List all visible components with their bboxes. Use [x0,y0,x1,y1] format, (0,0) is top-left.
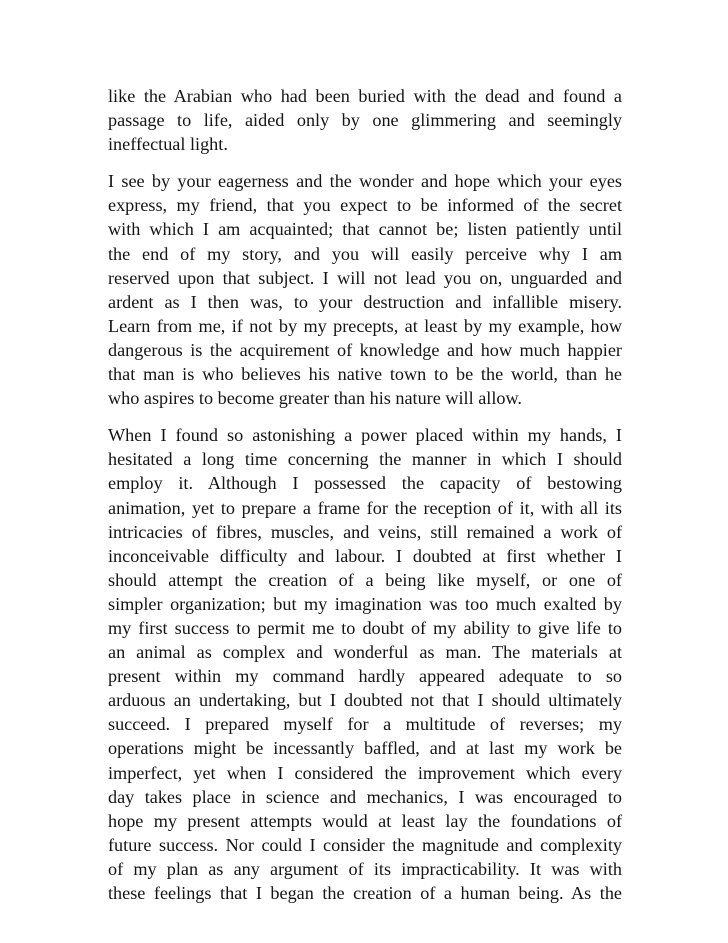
text-line: ardent as I then was, to your destruction and infallible misery. [108,291,622,312]
text-line: an animal as complex and wonderful as man. The materials at [108,642,622,663]
text-line: When I found so astonishing a power placed within my hands, I [108,425,622,446]
text-line: imperfect, yet when I considered the improvement which every [108,762,622,783]
text-line: like the Arabian who had been buried with the dead and found a [108,86,622,106]
text-line: reserved upon that subject. I will not lead you on, unguarded and [108,267,622,288]
text-line: should attempt the creation of a being like myself, or one of [108,569,622,590]
text-line: arduous an undertaking, but I doubted not that I should ultimately [108,690,622,711]
text-line: present within my command hardly appeared adequate to so [108,666,622,687]
text-line: animation, yet to prepare a frame for the reception of it, with all its [108,497,622,518]
document-page [108,84,622,918]
text-line: day takes place in science and mechanics, I was encouraged to [108,786,622,807]
text-line: operations might be incessantly baffled, and at last my work be [108,738,622,759]
text-line: that man is who believes his native town to be the world, than he [108,364,622,385]
text-line: the end of my story, and you will easily perceive why I am [108,243,622,264]
text-line: inconceivable difficulty and labour. I doubted at first whether I [108,545,622,566]
text-line: hope my present attempts would at least lay the foundations of [108,810,622,831]
paragraph-1 [108,84,622,156]
text-line: succeed. I prepared myself for a multitude of reverses; my [108,714,622,735]
text-line: employ it. Although I possessed the capacity of bestowing [108,473,622,494]
text-line: my first success to permit me to doubt of my ability to give life to [108,617,622,638]
text-line: hesitated a long time concerning the manner in which I should [108,449,622,470]
text-line: simpler organization; but my imagination was too much exalted by [108,593,622,614]
text-line: dangerous is the acquirement of knowledge and how much happier [108,339,622,360]
text-line: I see by your eagerness and the wonder and hope which your eyes [108,171,622,192]
text-line: intricacies of fibres, muscles, and veins, still remained a work of [108,521,622,542]
text-line: of my plan as any argument of its impracticability. It was with [108,858,622,879]
text-line: express, my friend, that you expect to be informed of the secret [108,195,622,216]
paragraph-3 [108,423,622,905]
text-line: these feelings that I began the creation of a human being. As the [108,883,622,903]
text-line: ineffectual light. [108,134,228,155]
paragraph-2 [108,169,622,410]
text-line: passage to life, aided only by one glimmering and seemingly [108,110,622,131]
text-line: future success. Nor could I consider the magnitude and complexity [108,834,622,855]
text-line: who aspires to become greater than his nature will allow. [108,388,522,409]
text-line: with which I am acquainted; that cannot be; listen patiently until [108,219,622,240]
text-line: Learn from me, if not by my precepts, at least by my example, how [108,315,622,336]
